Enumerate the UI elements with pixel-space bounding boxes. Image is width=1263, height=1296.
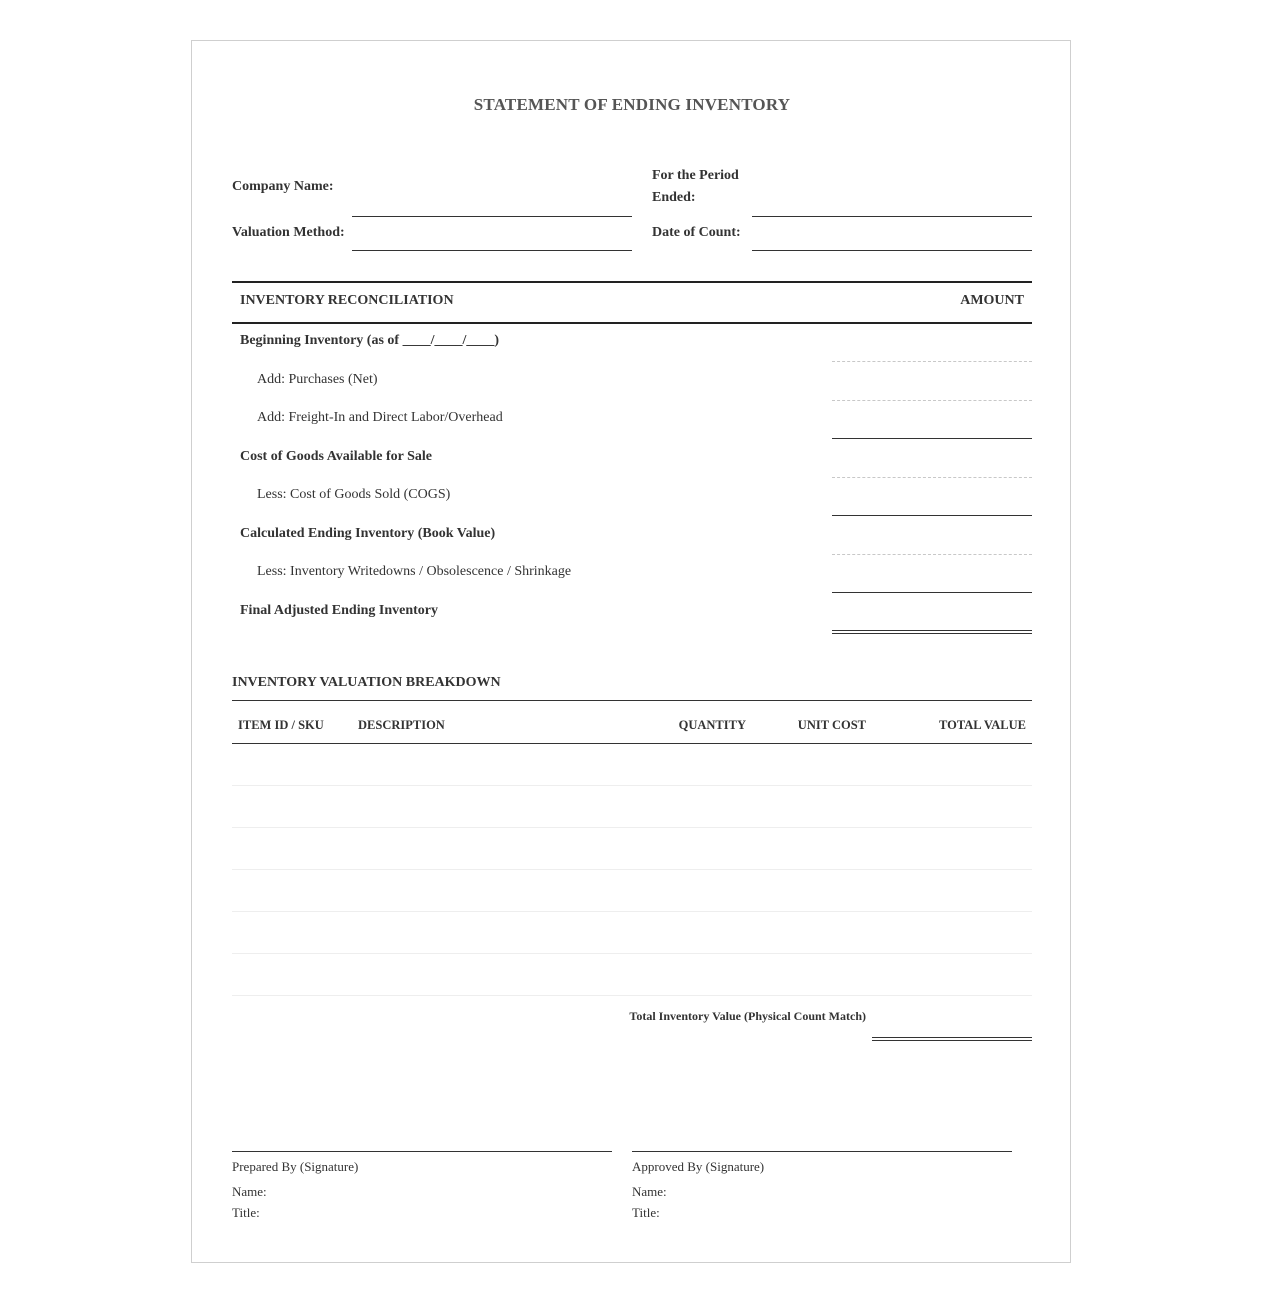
approved-by-label: Approved By (Signature) <box>632 1159 765 1174</box>
table-row[interactable] <box>232 995 1032 996</box>
table-row[interactable] <box>232 953 1032 954</box>
valuation-method-label: Valuation Method: <box>232 225 345 240</box>
column-header-description: DESCRIPTION <box>358 718 445 732</box>
breakdown-title: INVENTORY VALUATION BREAKDOWN <box>232 675 501 690</box>
approved-by-title-label: Title: <box>632 1205 660 1220</box>
reconciliation-row-label: Final Adjusted Ending Inventory <box>240 602 438 618</box>
amount-header: AMOUNT <box>960 293 1024 308</box>
column-header-item-id: ITEM ID / SKU <box>238 718 324 732</box>
amount-field[interactable] <box>832 477 1032 478</box>
total-inventory-value-field[interactable] <box>872 1037 1032 1041</box>
reconciliation-row-label: Add: Freight-In and Direct Labor/Overhead <box>257 410 503 425</box>
prepared-by-title-label: Title: <box>232 1205 260 1220</box>
document-page <box>191 40 1071 1263</box>
amount-field[interactable] <box>832 592 1032 593</box>
column-header-unit-cost: UNIT COST <box>797 718 866 732</box>
document-title: STATEMENT OF ENDING INVENTORY <box>473 95 791 114</box>
reconciliation-row-label: Add: Purchases (Net) <box>257 371 378 387</box>
table-row[interactable] <box>232 869 1032 870</box>
date-of-count-label: Date of Count: <box>652 225 741 240</box>
breakdown-top-rule <box>232 700 1032 701</box>
reconciliation-row-label: Less: Inventory Writedowns / Obsolescence / Shrinkage <box>257 564 572 579</box>
prepared-by-signature-line[interactable] <box>232 1151 612 1152</box>
amount-field[interactable] <box>832 515 1032 516</box>
column-header-quantity: QUANTITY <box>678 718 746 732</box>
period-ended-field[interactable] <box>752 216 1032 217</box>
reconciliation-header-rule <box>232 322 1032 324</box>
prepared-by-label: Prepared By (Signature) <box>232 1159 359 1174</box>
valuation-method-field[interactable] <box>352 250 632 251</box>
approved-by-name-label: Name: <box>632 1184 667 1199</box>
table-row[interactable] <box>232 827 1032 828</box>
column-header-total-value: TOTAL VALUE <box>939 718 1026 732</box>
total-inventory-value-label: Total Inventory Value (Physical Count Match) <box>629 1009 866 1023</box>
table-row[interactable] <box>232 785 1032 786</box>
table-row[interactable] <box>232 911 1032 912</box>
prepared-by-name-label: Name: <box>232 1184 267 1199</box>
amount-field[interactable] <box>832 400 1032 401</box>
amount-field[interactable] <box>832 438 1032 439</box>
breakdown-header-rule <box>232 743 1032 744</box>
period-ended-label-line1: For the Period <box>652 168 739 183</box>
reconciliation-top-rule <box>232 281 1032 283</box>
period-ended-label-line2: Ended: <box>652 190 696 205</box>
reconciliation-row-label: Less: Cost of Goods Sold (COGS) <box>257 487 451 502</box>
approved-by-signature-line[interactable] <box>632 1151 1012 1152</box>
amount-field[interactable] <box>832 361 1032 362</box>
reconciliation-row-label: Beginning Inventory (as of ____/____/____) <box>240 333 500 348</box>
amount-field[interactable] <box>832 630 1032 634</box>
company-name-field[interactable] <box>352 216 632 217</box>
reconciliation-row-label: Cost of Goods Available for Sale <box>240 448 432 464</box>
date-of-count-field[interactable] <box>752 250 1032 251</box>
reconciliation-row-label: Calculated Ending Inventory (Book Value) <box>240 525 496 541</box>
amount-field[interactable] <box>832 554 1032 555</box>
reconciliation-header: INVENTORY RECONCILIATION <box>240 293 454 308</box>
company-name-label: Company Name: <box>232 179 334 194</box>
